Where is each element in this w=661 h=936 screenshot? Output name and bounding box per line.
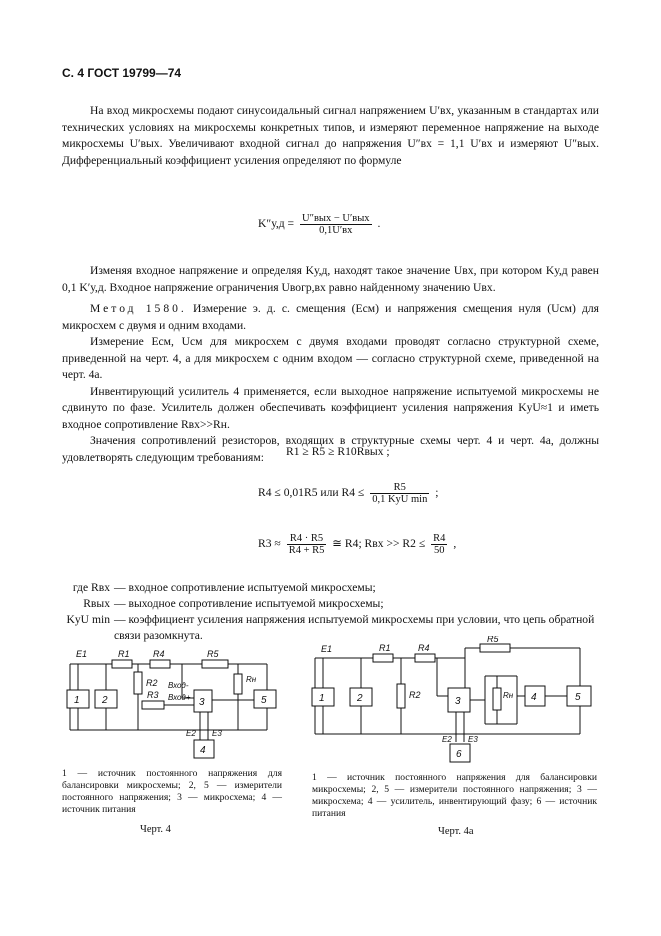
method-label: Метод 1580. bbox=[90, 302, 187, 315]
def-row: Rвых — выходное сопротивление испытуемой микросхемы; bbox=[83, 597, 384, 610]
title-fig4a: Черт. 4а bbox=[438, 826, 474, 837]
paragraph-4: Измерение Eсм, Uсм для микросхем с двумя входами проводят согласно структурной схеме, приведенной на черт. 4, а для микросхем с одним входом — согласно структурной схеме, приведенной на черт. 4а. bbox=[62, 335, 599, 381]
svg-text:3: 3 bbox=[455, 696, 461, 707]
equation-3: R3 ≈ $\frac{R4 \cdot R5}{R4 + R5}$ ≅ R4; Rвх >> R2 ≤ $\frac{R4}{50}$ , bbox=[258, 533, 457, 556]
svg-text:5: 5 bbox=[261, 695, 267, 706]
caption-fig4: 1 — источник постоянного напряжения для балансировки микросхемы; 2, 5 — измерители постоянного напряжения; 3 — микросхема; 4 — источник питания bbox=[62, 768, 282, 815]
def-row: где Rвх — входное сопротивление испытуемой микросхемы; bbox=[72, 581, 376, 594]
label-r1: R1 bbox=[379, 643, 391, 653]
svg-text:5: 5 bbox=[575, 692, 581, 703]
label-r4: R4 bbox=[153, 649, 165, 659]
equation-2: R4 ≤ 0,01R5 или R4 ≤ $\frac{R5}{\text{0,1 KуU min}}$ ; bbox=[258, 482, 439, 505]
label-e1: E1 bbox=[321, 644, 333, 654]
svg-text:4: 4 bbox=[200, 745, 206, 756]
definitions bbox=[62, 580, 599, 644]
label-rn: Rн bbox=[503, 691, 514, 700]
circuit-diagram-4a bbox=[305, 636, 601, 768]
label-r5: R5 bbox=[207, 649, 219, 659]
title-fig4: Черт. 4 bbox=[140, 824, 171, 835]
def-row: KуU min — коэффициент усиления напряжения испытуемой микросхемы при условии, что цепь обратной связи разомкнута. bbox=[66, 613, 595, 642]
svg-text:6: 6 bbox=[456, 749, 462, 760]
label-r2: R2 bbox=[409, 690, 421, 700]
paragraph-5: Инвентирующий усилитель 4 применяется, если выходное напряжение испытуемой микросхемы не сдвинуто по фазе. Усилитель должен обеспечивать коэффициент усиления напряжения KуU≈1 и иметь входное сопротивление Rвх>>Rн. bbox=[62, 384, 599, 431]
paragraph-method: Метод 1580. Измерение э. д. с. смещения (Eсм) и напряжения смещения нуля (Uсм) для микросхем с двумя и одним входами. Измерение Eсм, Uсм для микросхем с двумя входами проводят согласно структурной схеме, приведенной на черт. 4, а для микросхем с одним входом — согласно структурной схеме, приведенной на черт. 4а. Инвентирующий усилитель 4 применяется, если выходное напряжение испытуемой микросхемы не сдвинуто по фазе. Усилитель должен обеспечивать коэффициент усиления напряжения KуU≈1 и иметь входное сопротивление Rвх>>Rн. Значения сопротивлений резисторов, входящих в структурные схемы черт. 4 и черт. 4а, должны удовлетворять следующим требованиям: bbox=[62, 301, 599, 466]
svg-text:1: 1 bbox=[74, 695, 80, 706]
label-e3: E3 bbox=[212, 729, 222, 738]
label-r5: R5 bbox=[487, 636, 499, 644]
svg-text:4: 4 bbox=[531, 692, 537, 703]
formula-diff-gain: K″у,д = $\frac{\text{U″вых − U′вых}}{0,1U'вх}$ . bbox=[258, 213, 381, 236]
label-r4: R4 bbox=[418, 643, 430, 653]
label-rn: Rн bbox=[246, 675, 257, 684]
label-input-plus: Вход+ bbox=[168, 693, 191, 702]
page-header: С. 4 ГОСТ 19799—74 bbox=[62, 66, 182, 80]
equation-1: R1 ≥ R5 ≥ R10Rвых ; bbox=[286, 445, 390, 458]
label-e2: E2 bbox=[186, 729, 196, 738]
label-input-minus: Вход- bbox=[168, 681, 189, 690]
label-e3: E3 bbox=[468, 735, 478, 744]
svg-text:2: 2 bbox=[357, 693, 363, 704]
label-e1: E1 bbox=[76, 649, 88, 659]
circuit-diagram-4 bbox=[62, 640, 297, 765]
paragraph-1: На вход микросхемы подают синусоидальный сигнал напряжением U′вх, указанным в стандартах или технических условиях на микросхемы конкретных типов, и измеряют переменное напряжение на выходе микросхемы U′вых. Увеличивают входной сигнал до напряжения U″вх = 1,1 U′вх и измеряют U″вых. Дифференциальный коэффициент усиления определяют по формуле bbox=[62, 104, 599, 167]
label-r1: R1 bbox=[118, 649, 130, 659]
paragraph-2: Изменяя входное напряжение и определяя Kу,д, находят такое значение Uвх, при котором Kу,д равен 0,1 K′у,д. Входное напряжение ограничения Uвогр,вх равно найденному значению Uвх. bbox=[62, 264, 599, 294]
svg-text:1: 1 bbox=[319, 693, 325, 704]
svg-text:2: 2 bbox=[102, 695, 108, 706]
label-e2: E2 bbox=[442, 735, 452, 744]
paragraph-6: Значения сопротивлений резисторов, входящих в структурные схемы черт. 4 и черт. 4а, должны удовлетворять следующим требованиям: bbox=[62, 434, 599, 464]
label-r2: R2 bbox=[146, 678, 158, 688]
label-r3: R3 bbox=[147, 690, 159, 700]
svg-text:3: 3 bbox=[199, 697, 205, 708]
caption-fig4a: 1 — источник постоянного напряжения для балансировки микросхемы; 2, 5 — измерители постоянного напряжения; 3 — микросхема; 4 — усилитель, инвентирующий фазу; 6 — источник питания bbox=[312, 772, 597, 819]
